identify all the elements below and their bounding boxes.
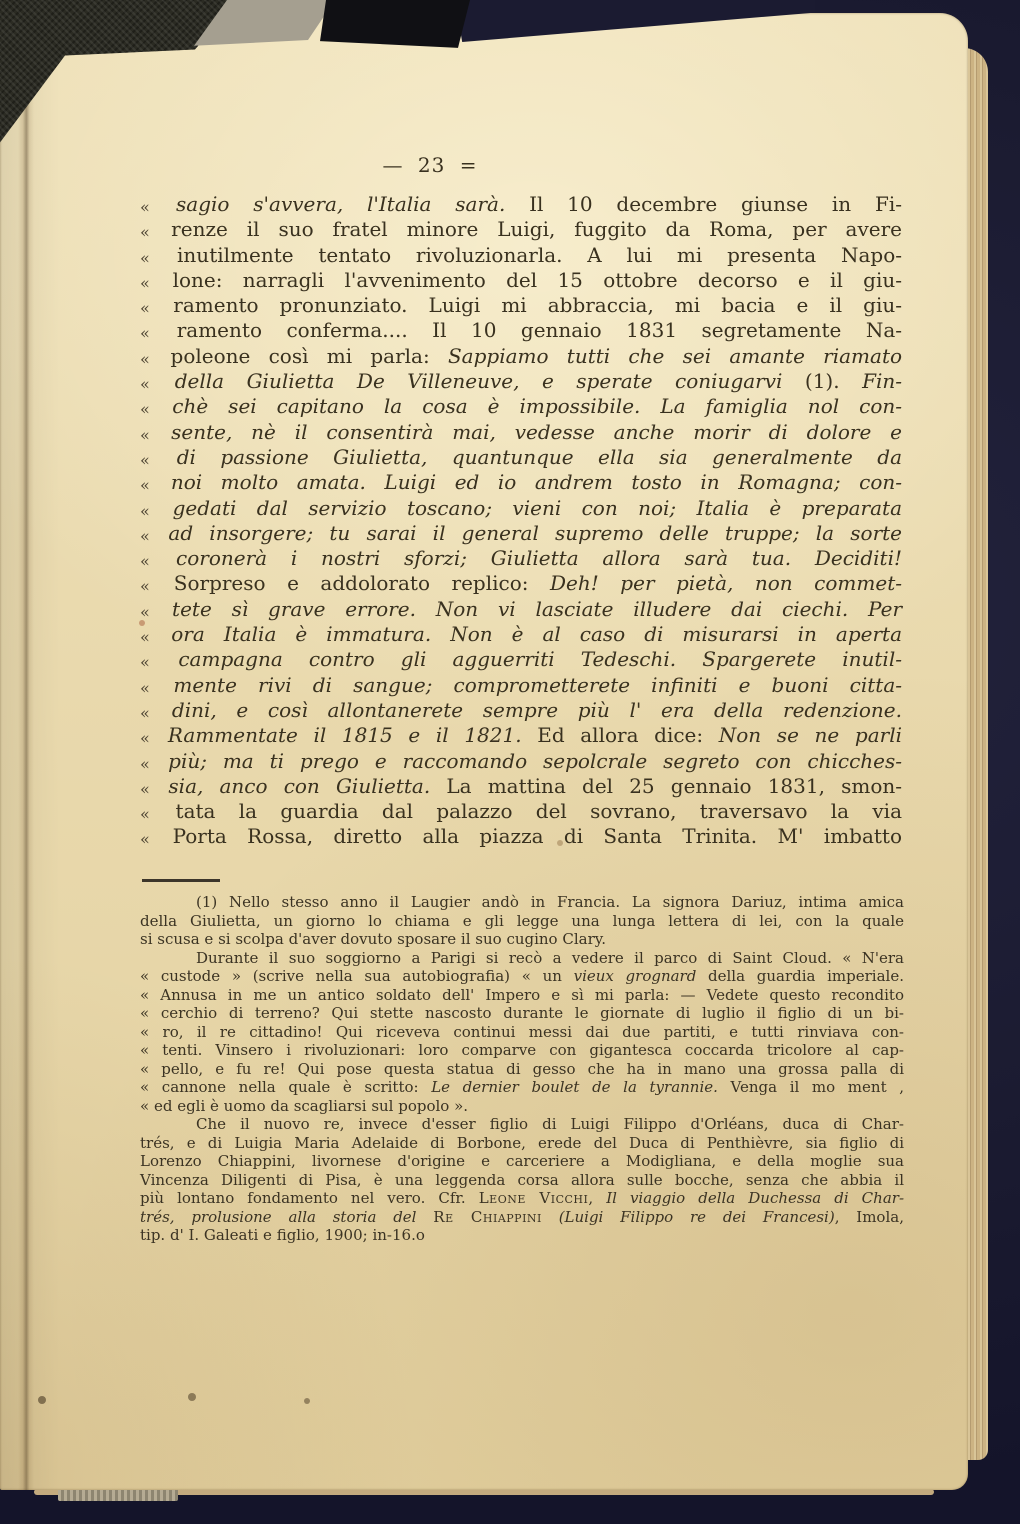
text-segment: di passione Giulietta, quantunque ella sia generalmente da	[176, 444, 903, 469]
text-segment: noi molto amata. Luigi ed io andrem tosto in Romagna; con-	[170, 470, 903, 495]
text-segment: inutilmente tentato rivoluzionarla. A lui mi presenta Napo-	[177, 242, 903, 267]
text-segment: Leone Vicchi	[478, 1189, 589, 1207]
text-segment: ramento conferma.... Il 10 gennaio 1831 segretamente Na-	[176, 318, 902, 343]
guillemet-mark: «	[140, 197, 150, 217]
page	[0, 13, 968, 1490]
guillemet-mark: «	[140, 374, 150, 394]
guillemet-mark: «	[140, 348, 150, 369]
footnote-line	[140, 1041, 904, 1060]
footnote-line	[140, 912, 904, 931]
text-segment: più lontano fondamento nel vero. Cfr.	[140, 1189, 479, 1207]
text-segment: tata la guardia dal palazzo del sovrano, traversavo la via	[175, 799, 903, 824]
text-segment: sente, nè il consentirà mai, vedesse anche morir di dolore e	[171, 419, 902, 444]
guillemet-mark: «	[140, 576, 150, 596]
guillemet-mark: «	[140, 677, 150, 697]
footnote-line	[140, 1115, 904, 1134]
text-segment: chè sei capitano la cosa è impossibile. La famiglia nol con-	[172, 394, 903, 419]
footnote-line	[140, 1208, 904, 1227]
text-segment: della guardia imperiale.	[696, 967, 904, 985]
text-line	[140, 243, 902, 268]
text-segment: ad insorgere; tu sarai il general supremo delle truppe; la sorte	[168, 520, 902, 545]
text-segment: (1) Nello stesso anno il Laugier andò in Francia. La signora Dariuz, intima amica	[196, 893, 904, 911]
text-segment: vieux grognard	[573, 967, 697, 985]
text-line	[140, 318, 902, 343]
text-line	[140, 217, 902, 242]
text-segment: sia, anco con Giulietta.	[168, 773, 431, 798]
footnote-line	[140, 1152, 904, 1171]
footnote-line	[140, 986, 904, 1005]
text-segment: Il 10 decembre giunse in Fi-	[505, 192, 902, 216]
text-segment: della Giulietta, un giorno lo chiama e gli legge una lunga lettera di lei, con la quale	[140, 911, 904, 930]
text-segment: « cannone nella quale è scritto:	[140, 1078, 432, 1096]
text-line	[140, 622, 902, 647]
text-segment	[542, 1208, 559, 1226]
text-segment: Porta Rossa, diretto alla piazza di Santa Trinita. M' imbatto	[172, 824, 902, 849]
text-line	[140, 268, 902, 293]
text-segment: gedati dal servizio toscano; vieni con noi; Italia è preparata	[172, 495, 902, 520]
text-segment: Non se ne parli	[718, 723, 902, 748]
text-line	[140, 774, 902, 799]
text-segment: Fin-	[862, 369, 902, 394]
text-line	[140, 647, 902, 672]
text-segment: Re Chiappini	[433, 1207, 542, 1226]
guillemet-mark: «	[140, 728, 150, 748]
guillemet-mark: «	[140, 601, 150, 622]
guillemet-mark: «	[140, 652, 150, 672]
page-number-header: — 23 =	[382, 153, 478, 177]
text-segment: tete sì grave errore. Non vi lasciate illudere dai ciechi. Per	[172, 596, 903, 621]
guillemet-mark: «	[140, 399, 150, 419]
text-segment: dini, e così allontanerete sempre più l' era della redenzione.	[171, 697, 902, 722]
text-segment: (Luigi Filippo re dei Francesi)	[558, 1207, 835, 1226]
text-segment: , Imola,	[834, 1207, 904, 1226]
guillemet-mark: «	[140, 247, 150, 267]
text-segment: della Giulietta De Villeneuve, e sperate coniugarvi	[174, 369, 805, 394]
gutter-crease	[18, 13, 34, 1490]
guillemet-mark: «	[140, 272, 150, 293]
footnote-line	[140, 1189, 904, 1208]
text-line	[140, 496, 902, 521]
guillemet-mark: «	[140, 778, 150, 799]
text-segment: Ed allora dice:	[521, 723, 719, 748]
footnote-line	[140, 1023, 904, 1042]
text-segment: « pello, e fu re! Qui pose questa statua di gesso che ha in mano una grossa palla di	[140, 1059, 904, 1078]
footnote-line	[140, 1078, 904, 1097]
text-segment: lone: narragli l'avvenimento del 15 ottobre decorso e il giu-	[172, 267, 902, 292]
text-line	[140, 394, 902, 419]
guillemet-mark: «	[140, 475, 150, 495]
footnote-line	[140, 1226, 904, 1245]
text-line	[140, 192, 902, 217]
footnote-line	[140, 1134, 904, 1153]
text-segment: Venga il mo ment ,	[717, 1078, 904, 1096]
text-segment: trés, prolusione alla storia del	[140, 1207, 434, 1226]
footnote-line	[140, 949, 904, 968]
text-segment: (1).	[804, 369, 863, 394]
text-segment: ,	[588, 1189, 607, 1207]
guillemet-mark: «	[140, 829, 150, 849]
text-line	[140, 546, 902, 571]
guillemet-mark: «	[140, 298, 150, 318]
text-line	[140, 445, 902, 470]
guillemet-mark: «	[140, 222, 150, 242]
guillemet-mark: «	[140, 702, 150, 723]
guillemet-mark: «	[140, 753, 150, 773]
text-segment: sagio s'avvera, l'Italia sarà.	[176, 192, 506, 216]
text-segment: Vincenza Diligenti di Pisa, è una leggenda corsa allora sulle bocche, senza che abbia il	[140, 1170, 904, 1189]
text-line	[140, 723, 902, 748]
guillemet-mark: «	[140, 323, 150, 343]
text-segment: Durante il suo soggiorno a Parigi si recò a vedere il parco di Saint Cloud. « N'era	[196, 948, 904, 967]
text-segment: « ed egli è uomo da scagliarsi sul popolo ».	[140, 1096, 469, 1115]
guillemet-mark: «	[140, 500, 150, 520]
footnote	[140, 893, 904, 1245]
footnote-line	[140, 1097, 904, 1116]
text-segment: campagna contro gli agguerriti Tedeschi. Spargerete inutil-	[178, 647, 902, 672]
text-segment: poleone così mi parla:	[170, 343, 448, 368]
main-text	[140, 192, 902, 850]
guillemet-mark: «	[140, 450, 150, 470]
text-line	[140, 698, 902, 723]
guillemet-mark: «	[140, 804, 150, 824]
footnote-line	[140, 1060, 904, 1079]
text-segment: coronerà i nostri sforzi; Giulietta allora sarà tua. Deciditi!	[176, 546, 903, 571]
text-segment: Sorpreso e addolorato replico:	[173, 571, 550, 596]
text-segment: Rammentate il 1815 e il 1821.	[167, 723, 522, 748]
footnote-line	[140, 930, 904, 949]
text-segment: tip. d' I. Galeati e figlio, 1900; in-16.o	[140, 1226, 425, 1244]
guillemet-mark: «	[140, 551, 150, 571]
text-segment: Il viaggio della Duchessa di Char-	[606, 1189, 905, 1207]
text-line	[140, 673, 902, 698]
footnote-line	[140, 1004, 904, 1023]
text-line	[140, 521, 902, 546]
text-line	[140, 420, 902, 445]
text-segment: « ro, il re cittadino! Qui riceveva continui messi dai due partiti, e tutti rinviava con-	[140, 1022, 904, 1041]
text-line	[140, 749, 902, 774]
text-line	[140, 597, 902, 622]
text-segment: « tenti. Vinsero i rivoluzionari: loro comparve con gigantesca coccarda tricolore al cap-	[140, 1041, 904, 1059]
text-segment: « custode » (scrive nella sua autobiografia) « un	[140, 967, 574, 985]
guillemet-mark: «	[140, 424, 150, 444]
text-segment: « Annusa in me un antico soldato dell' Impero e sì mi parla: — Vedete questo recondito	[140, 985, 904, 1004]
text-segment: mente rivi di sangue; comprometterete infiniti e buoni citta-	[173, 672, 903, 697]
text-segment: Deh! per pietà, non commet-	[550, 571, 902, 596]
text-line	[140, 824, 902, 849]
text-segment: si scusa e si scolpa d'aver dovuto sposare il suo cugino Clary.	[140, 930, 606, 948]
text-segment: ramento pronunziato. Luigi mi abbraccia, mi bacia e il giu-	[173, 293, 902, 318]
text-line	[140, 571, 902, 596]
text-line	[140, 369, 902, 394]
footnote-line	[140, 893, 904, 912]
text-segment: La mattina del 25 gennaio 1831, smon-	[430, 773, 903, 798]
text-segment: renze il suo fratel minore Luigi, fuggito da Roma, per avere	[171, 217, 902, 242]
footnote-rule	[142, 879, 220, 882]
guillemet-mark: «	[140, 525, 150, 546]
text-segment: più; ma ti prego e raccomando sepolcrale segreto con chicches-	[168, 748, 903, 773]
text-segment: ora Italia è immatura. Non è al caso di misurarsi in aperta	[171, 622, 903, 647]
text-segment: Le dernier boulet de la tyrannie.	[431, 1078, 718, 1096]
text-segment: trés, e di Luigia Maria Adelaide di Borbone, erede del Duca di Penthièvre, sia figlio di	[140, 1133, 904, 1152]
footnote-line	[140, 967, 904, 986]
guillemet-mark: «	[140, 627, 150, 647]
text-line	[140, 799, 902, 824]
text-segment: Che il nuovo re, invece d'esser figlio di Luigi Filippo d'Orléans, duca di Char-	[196, 1115, 904, 1133]
footnote-line	[140, 1171, 904, 1190]
text-segment: Sappiamo tutti che sei amante riamato	[447, 343, 903, 368]
text-line	[140, 293, 902, 318]
text-line	[140, 470, 902, 495]
text-segment: « cerchio di terreno? Qui stette nascosto durante le giornate di luglio il figlio di un bi-	[140, 1004, 904, 1022]
text-segment: Lorenzo Chiappini, livornese d'origine e carceriere a Modigliana, e della moglie sua	[140, 1152, 904, 1170]
text-line	[140, 344, 902, 369]
